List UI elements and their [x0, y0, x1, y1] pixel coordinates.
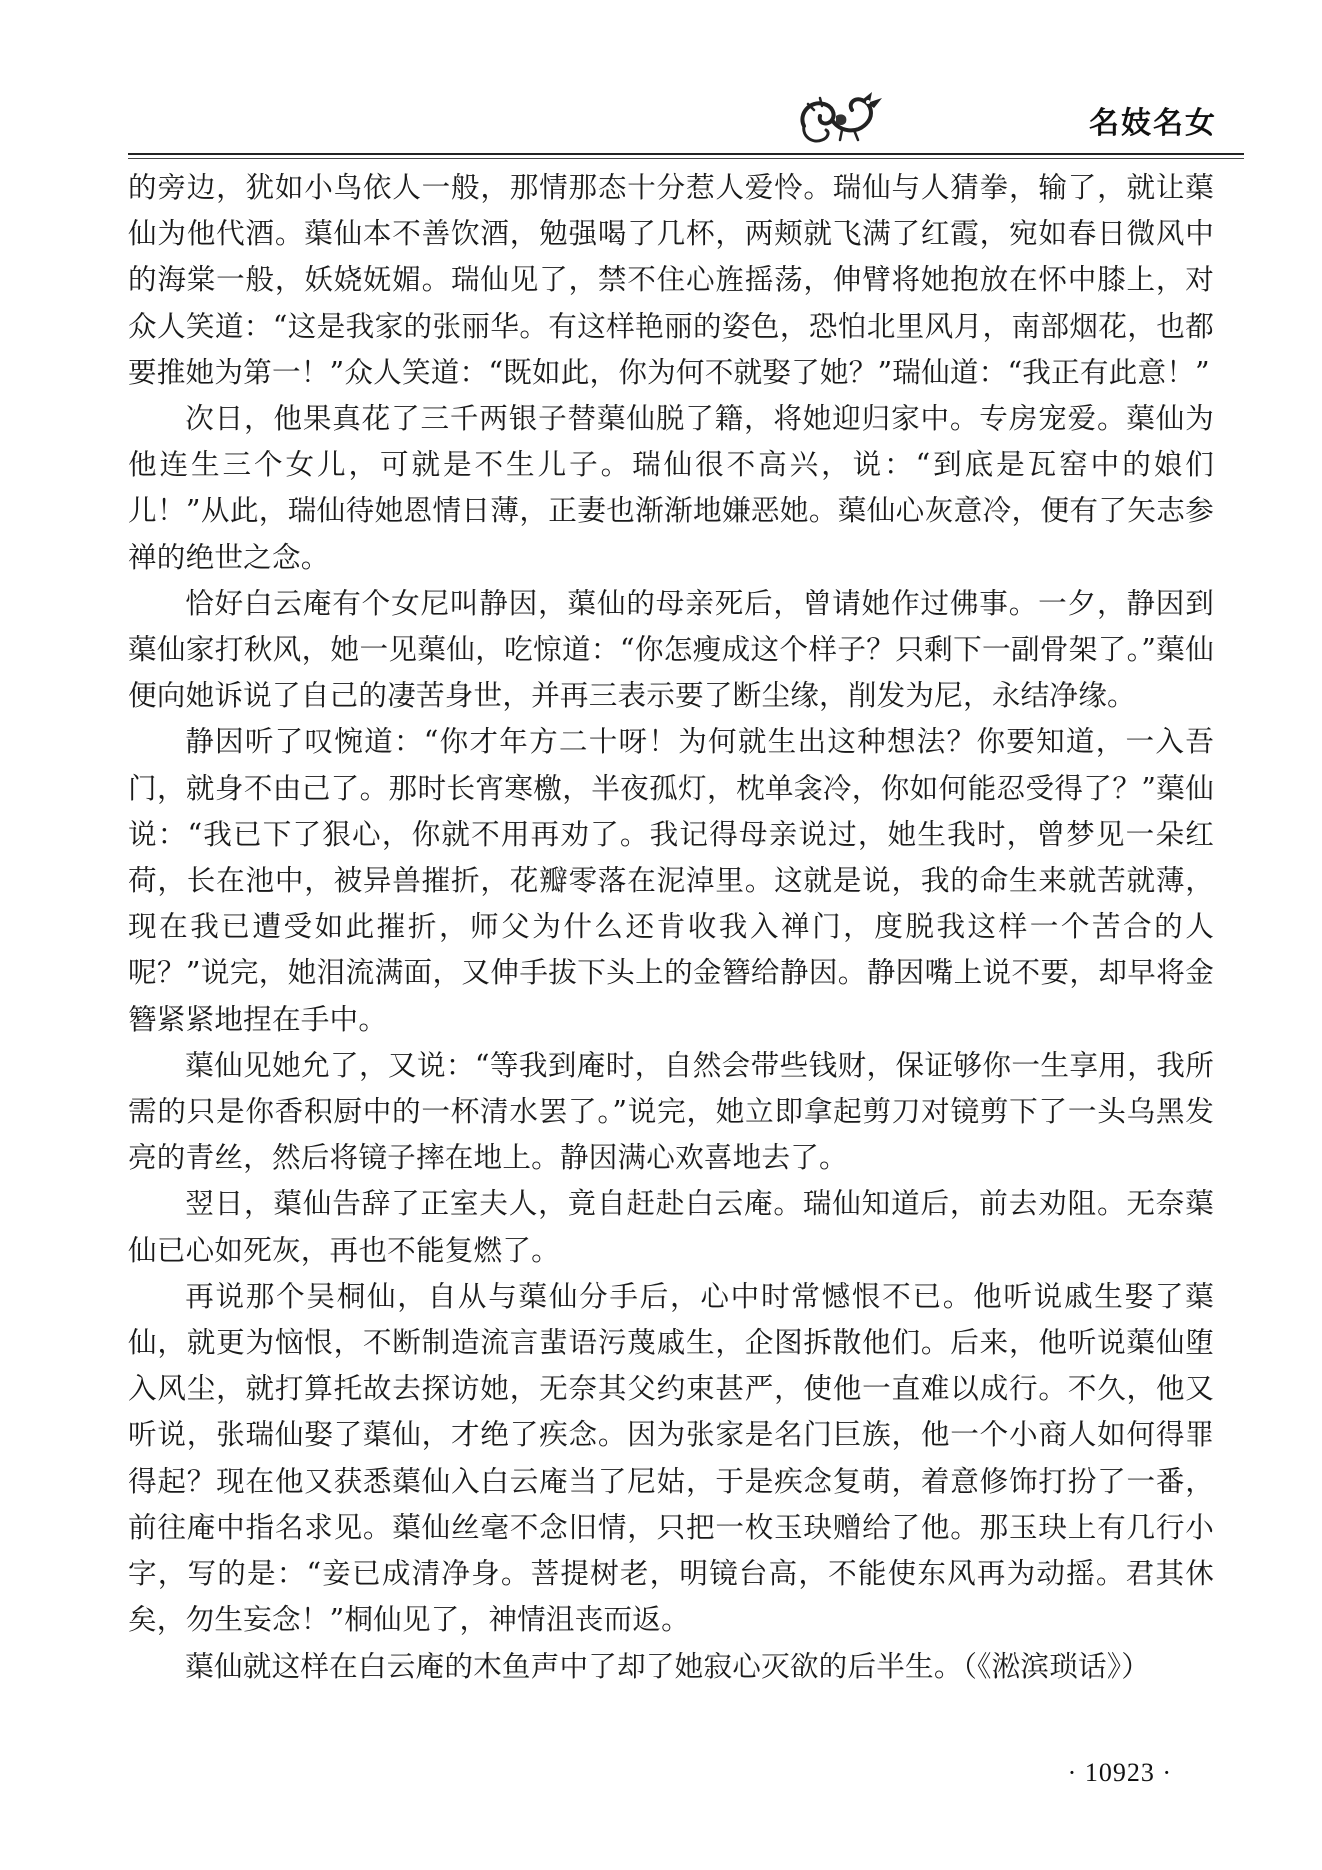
article-body [128, 164, 1214, 1689]
page-header [0, 0, 1322, 170]
paragraph: 蕖仙就这样在白云庵的木鱼声中了却了她寂心灭欲的后半生。（《淞滨琐话》） [185, 1648, 1151, 1683]
paragraph: 恰好白云庵有个女尼叫静因，蕖仙的母亲死后，曾请她作过佛事。一夕，静因到蕖仙家打秋风，她一见蕖仙，吃惊道：“你怎瘦成这个样子？只剩下一副骨架了。”蕖仙便向她诉说了自己的凄苦身世，并再三表示要了断尘缘，削发为尼，永结净缘。 [128, 585, 1214, 713]
paragraph: 静因听了叹惋道：“你才年方二十呀！为何就生出这种想法？你要知道，一入吾门，就身不由己了。那时长宵寒檄，半夜孤灯，枕单衾冷，你如何能忍受得了？”蕖仙说：“我已下了狠心，你就不用再劝了。我记得母亲说过，她生我时，曾梦见一朵红荷，长在池中，被异兽摧折，花瓣零落在泥淖里。这就是说，我的命生来就苦就薄，现在我已遭受如此摧折，师父为什么还肯收我入禅门，度脱我这样一个苦合的人呢？”说完，她泪流满面，又伸手拔下头上的金簪给静因。静因嘴上说不要，却早将金簪紧紧地捏在手中。 [128, 724, 1214, 1036]
header-rule-thin [128, 158, 1244, 159]
paragraph: 再说那个吴桐仙，自从与蕖仙分手后，心中时常憾恨不已。他听说戚生娶了蕖仙，就更为恼恨，不断制造流言蜚语污蔑戚生，企图拆散他们。后来，他听说蕖仙堕入风尘，就打算托故去探访她，无奈其父约束甚严，使他一直难以成行。不久，他又听说，张瑞仙娶了蕖仙，才绝了疾念。因为张家是名门巨族，他一个小商人如何得罪得起？现在他又获悉蕖仙入白云庵当了尼姑，于是疾念复萌，着意修饰打扮了一番，前往庵中指名求见。蕖仙丝毫不念旧情，只把一枚玉玦赠给了他。那玉玦上有几行小字，写的是：“妾已成清净身。菩提树老，明镜台高，不能使东风再为动摇。君其休矣，勿生妄念！”桐仙见了，神情沮丧而返。 [128, 1278, 1214, 1637]
dragon-emblem-icon [792, 86, 888, 150]
paragraph: 翌日，蕖仙告辞了正室夫人，竟自赶赴白云庵。瑞仙知道后，前去劝阻。无奈蕖仙已心如死灰，再也不能复燃了。 [128, 1186, 1214, 1267]
section-title: 名妓名女 [1089, 106, 1217, 141]
paragraph: 蕖仙见她允了，又说：“等我到庵时，自然会带些钱财，保证够你一生享用，我所需的只是你香积厨中的一杯清水罢了。”说完，她立即拿起剪刀对镜剪下了一头乌黑发亮的青丝，然后将镜子摔在地上。静因满心欢喜地去了。 [128, 1047, 1214, 1175]
paragraph: 次日，他果真花了三千两银子替蕖仙脱了籍，将她迎归家中。专房宠爱。蕖仙为他连生三个女儿，可就是不生儿子。瑞仙很不高兴，说：“到底是瓦窑中的娘们儿！”从此，瑞仙待她恩情日薄，正妻也渐渐地嫌恶她。蕖仙心灰意冷，便有了矢志参禅的绝世之念。 [128, 401, 1214, 574]
page-number: · 10923 · [1067, 1758, 1172, 1787]
paragraph: 的旁边，犹如小鸟依人一般，那情那态十分惹人爱怜。瑞仙与人猜拳，输了，就让蕖仙为他代酒。蕖仙本不善饮酒，勉强喝了几杯，两颊就飞满了红霞，宛如春日微风中的海棠一般，妖娆妩媚。瑞仙见了，禁不住心旌摇荡，伸臂将她抱放在怀中膝上，对众人笑道：“这是我家的张丽华。有这样艳丽的姿色，恐怕北里风月，南部烟花，也都要推她为第一！”众人笑道：“既如此，你为何不就娶了她？”瑞仙道：“我正有此意！” [128, 170, 1214, 389]
header-rule [128, 153, 1244, 155]
